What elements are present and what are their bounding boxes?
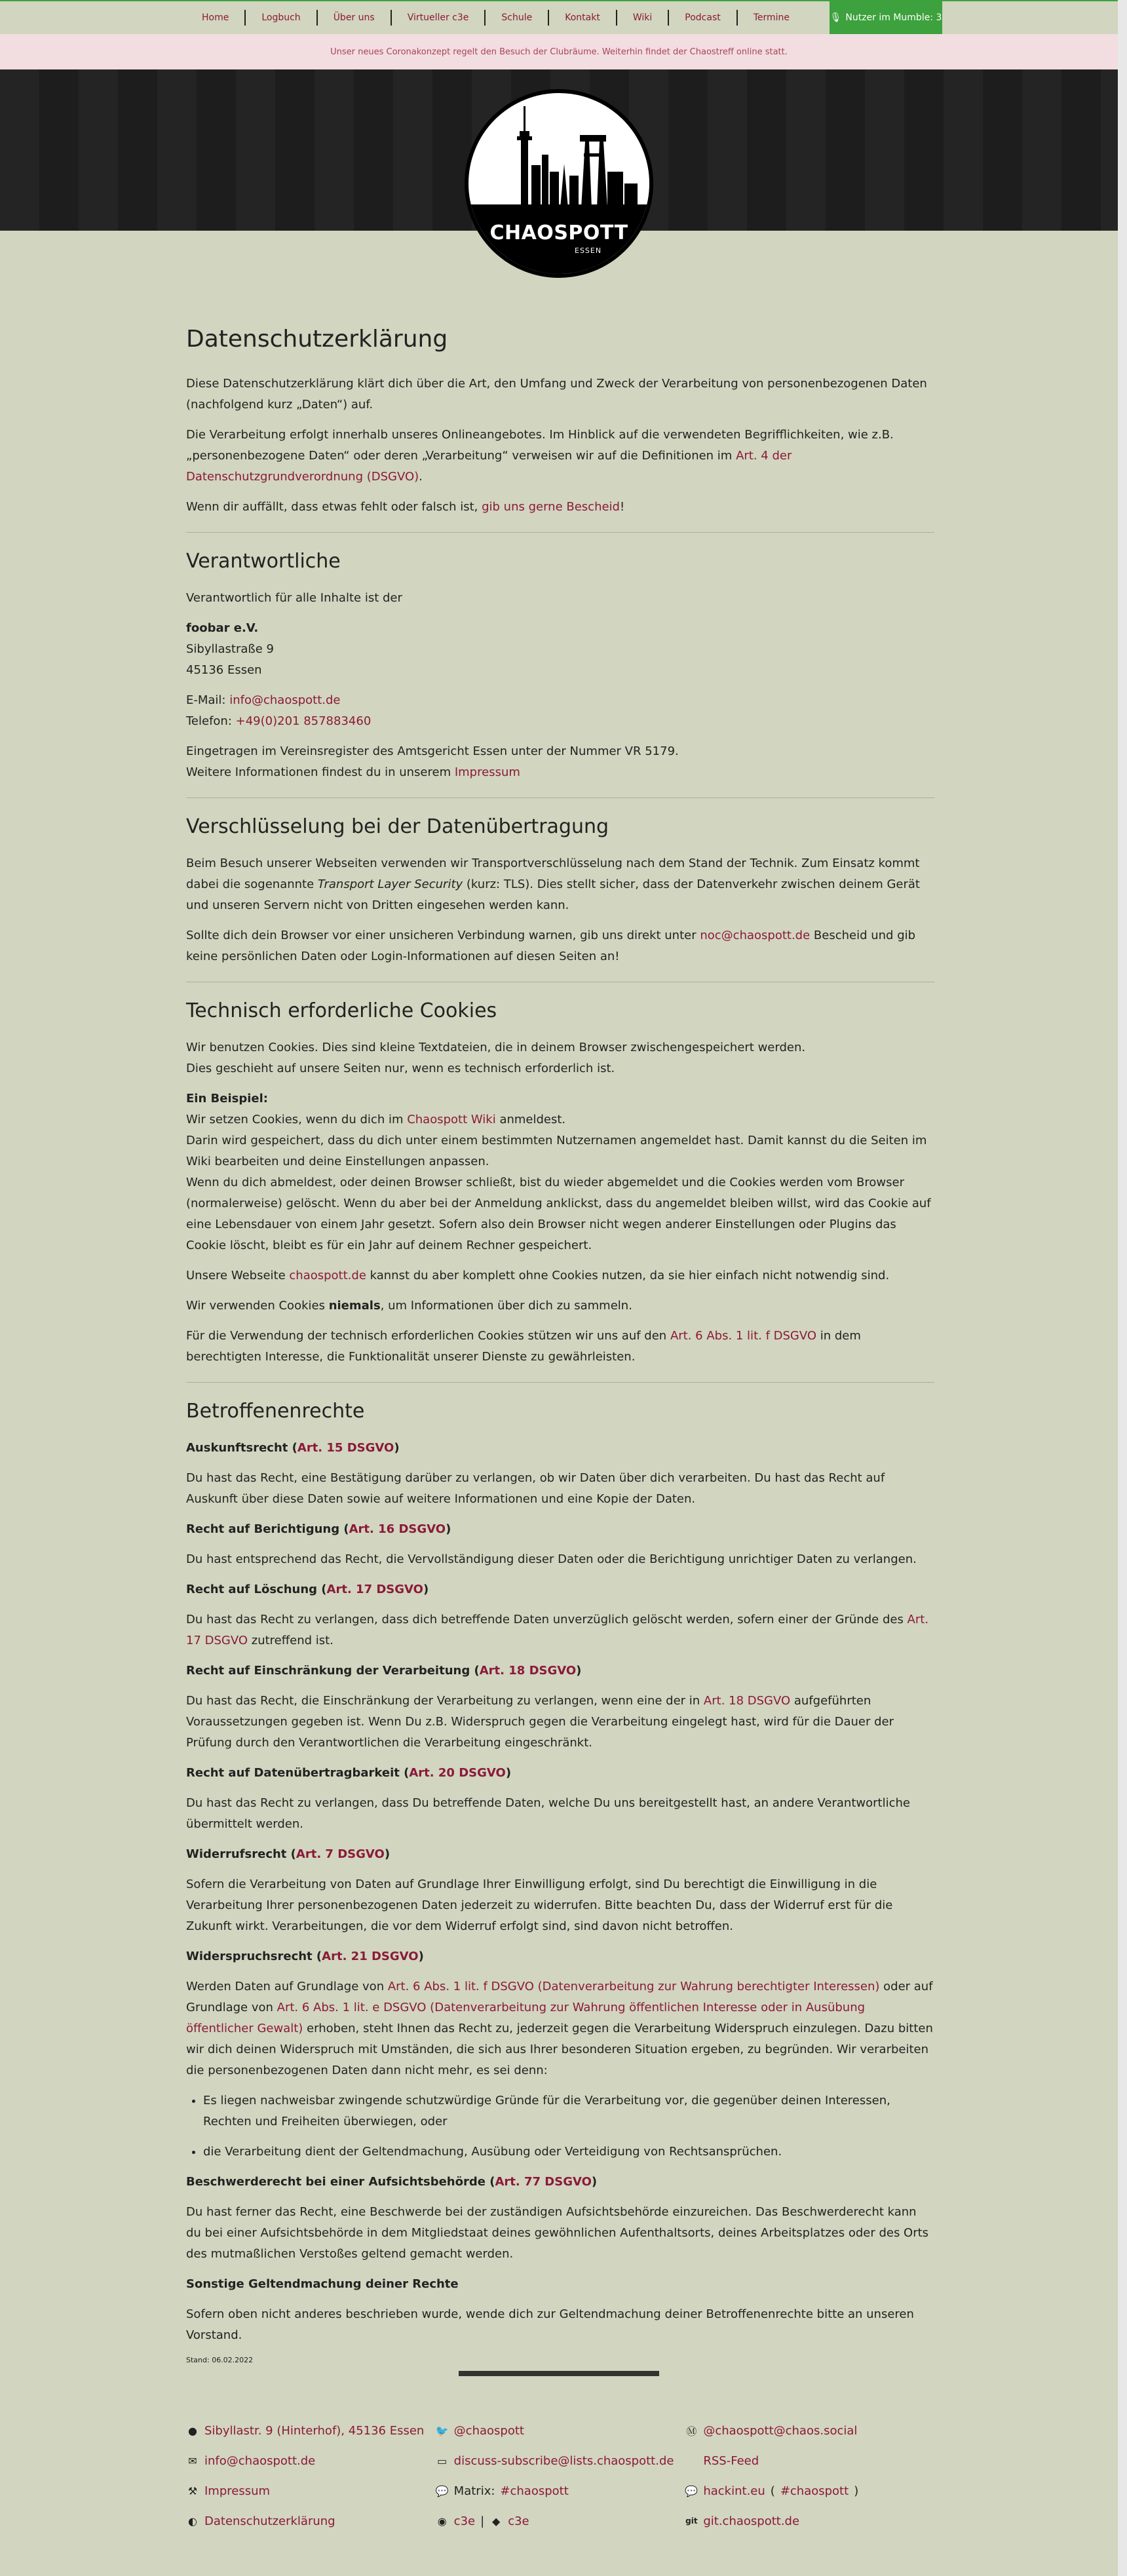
dsgvo-art15-link[interactable]: Art. 15 DSGVO [297, 1441, 394, 1455]
nav-virtueller-c3e[interactable]: Virtueller c3e [407, 12, 469, 23]
envelope-icon: ✉ [188, 2454, 197, 2467]
responsible-line: Verantwortlich für alle Inhalte ist der [186, 591, 402, 605]
page-title: Datenschutzerklärung [186, 326, 448, 353]
github-icon: ◉ [437, 2514, 447, 2528]
dsgvo-art18-link[interactable]: Art. 18 DSGVO [479, 1664, 577, 1678]
cookies-intro: Wir benutzen Cookies. Dies sind kleine Textdateien, die in deinem Browser zwischengespeichert werden. Dies geschieht auf unsere Seiten nur, wenn es technisch erforderlich ist. [186, 1041, 806, 1075]
right-text: Du hast das Recht, eine Bestätigung darüber zu verlangen, ob wir Daten über dich verarbeiten. Du hast das Recht auf Auskunft über diese Daten sowie auf weitere Informationen und eine Kopie der Daten. [186, 1471, 885, 1506]
corona-notice[interactable] [0, 34, 1118, 69]
cookies-legal-basis: Für die Verwendung der technisch erforderlichen Cookies stützen wir uns auf den Art. 6 Abs. 1 lit. f DSGVO in dem berechtigten Interesse, die Funktionalität unserer Dienste zu gewährleisten. [186, 1329, 861, 1364]
impressum-link[interactable]: Impressum [454, 765, 520, 779]
map-marker-icon: ● [188, 2424, 197, 2437]
right-title: Widerspruchsrecht (Art. 21 DSGVO) [186, 1950, 424, 1963]
section-heading-cookies: Technisch erforderliche Cookies [186, 999, 497, 1022]
right-title: Recht auf Datenübertragbarkeit (Art. 20 DSGVO) [186, 1766, 512, 1780]
shield-icon: ◐ [188, 2514, 197, 2528]
footer-matrix-link[interactable]: #chaospott [500, 2484, 569, 2498]
nav-termine[interactable]: Termine [753, 12, 790, 23]
cookies-no-cookies: Unsere Webseite chaospott.de kannst du aber komplett ohne Cookies nutzen, da sie hier einfach nicht notwendig sind. [186, 1269, 890, 1282]
responsible-contact: E-Mail: info@chaospott.de Telefon: +49(0)201 857883460 [186, 693, 372, 728]
footer-column-contact [186, 2415, 436, 2536]
intro-paragraph-3: Wenn dir auffällt, dass etwas fehlt oder falsch ist, gib uns gerne Bescheid! [186, 500, 625, 514]
git-icon: git [685, 2516, 698, 2526]
wiki-link[interactable]: Chaospott Wiki [407, 1113, 496, 1126]
dsgvo-art21-link[interactable]: Art. 21 DSGVO [322, 1950, 419, 1963]
right-title: Sonstige Geltendmachung deiner Rechte [186, 2277, 459, 2291]
twitter-icon: 🐦 [435, 2424, 449, 2437]
main-content [186, 324, 934, 2375]
encryption-warning: Sollte dich dein Browser vor einer unsicheren Verbindung warnen, gib uns direkt unter noc@chaospott.de Bescheid und gib keine persönlichen Daten oder Login-Informationen auf diesen Seiten an! [186, 929, 916, 963]
logo-title: CHAOSPOTT [489, 221, 628, 244]
logo-subtitle: ESSEN [575, 246, 602, 255]
section-heading-rights: Betroffenenrechte [186, 1400, 365, 1423]
mastodon-icon: Ⓜ [686, 2425, 697, 2438]
dsgvo-art7-link[interactable]: Art. 7 DSGVO [296, 1847, 385, 1861]
right-title: Widerrufsrecht (Art. 7 DSGVO) [186, 1847, 391, 1861]
chaospott-logo[interactable] [465, 89, 653, 278]
right-title: Beschwerderecht bei einer Aufsichtsbehörde (Art. 77 DSGVO) [186, 2175, 598, 2189]
phone-link[interactable]: +49(0)201 857883460 [235, 714, 372, 728]
city: 45136 Essen [186, 663, 262, 677]
footer-gitlab-link[interactable]: c3e [508, 2514, 529, 2528]
objection-list [186, 2090, 934, 2163]
dsgvo-art17-inline-link[interactable]: Art. 17 DSGVO [186, 1613, 929, 1647]
scrollbar[interactable] [1118, 0, 1127, 2576]
dsgvo-art18-inline-link[interactable]: Art. 18 DSGVO [703, 1694, 791, 1708]
right-text: Sofern die Verarbeitung von Daten auf Grundlage Ihrer Einwilligung erfolgt, sind Du berechtigt die Einwilligung in die Verarbeitung Ihrer personenbezogenen Daten jederzeit zu widerrufen. Bitte beachten Du, dass der Widerruf erst für die Zukunft wirkt. Verarbeitungen, die vor dem Widerruf erfolgt sind, sind davon nicht betroffen. [186, 1877, 893, 1933]
nav-kontakt[interactable]: Kontakt [565, 12, 600, 23]
right-text: Du hast das Recht zu verlangen, dass Du betreffende Daten, welche Du uns bereitgestellt hast, an andere Verantwortliche übermittelt werden. [186, 1796, 910, 1831]
skyline-icon [468, 93, 649, 208]
list-item: • die Verarbeitung dient der Geltendmachung, Ausübung oder Verteidigung von Rechtsansprüchen. [203, 2142, 934, 2163]
divider [186, 1382, 934, 1383]
nav-logbuch[interactable]: Logbuch [261, 12, 301, 23]
gitlab-icon: ◆ [492, 2514, 501, 2528]
intro-paragraph-2: Die Verarbeitung erfolgt innerhalb unseres Onlineangebotes. Im Hinblick auf die verwendeten Begrifflichkeiten, wie z.B. „personenbezogene Daten“ oder deren „Verarbeitung“ verweisen wir auf die Definitionen im Art. 4 der Datenschutzgrundverordnung (DSGVO). [186, 428, 894, 484]
footer-mastodon-link[interactable]: @chaospott@chaos.social [703, 2423, 858, 2438]
email-link[interactable]: info@chaospott.de [229, 693, 341, 707]
microphone-icon: 🎙 [830, 12, 842, 23]
list-item: • Es liegen nachweisbar zwingende schutzwürdige Gründe für die Verarbeitung vor, die gegenüber deinen Interessen, Rechten und Freiheiten überwiegen, oder [203, 2090, 934, 2132]
footer-github-link[interactable]: c3e [453, 2514, 476, 2528]
footer-hackint-channel-link[interactable]: #chaospott [780, 2484, 849, 2498]
org-name: foobar e.V. [186, 621, 259, 635]
footer-email-link[interactable]: info@chaospott.de [204, 2453, 316, 2468]
nav-wiki[interactable]: Wiki [632, 12, 653, 23]
chaospott-link[interactable]: chaospott.de [289, 1269, 366, 1282]
right-title: Recht auf Einschränkung der Verarbeitung (Art. 18 DSGVO) [186, 1664, 582, 1678]
right-text: Werden Daten auf Grundlage von Art. 6 Abs. 1 lit. f DSGVO (Datenverarbeitung zur Wahrung berechtigter Interessen) oder auf Grundlage von Art. 6 Abs. 1 lit. e DSGVO (Datenverarbeitung zur Wahrung öffentlichen Interesse oder in Ausübung öffentlicher Gewalt) erhoben, steht Ihnen das Recht zu, jederzeit gegen die Verarbeitung Widerspruch einzulegen. Dazu bitten wir dich deinen Widerspruch mit Umständen, die sich aus Ihrer besonderen Situation ergeben, zu begründen. Wir verarbeiten die personenbezogenen Daten dann nicht mehr, es sei denn: [186, 1980, 933, 2077]
footer-impressum-link[interactable]: Impressum [204, 2484, 271, 2498]
noc-email-link[interactable]: noc@chaospott.de [700, 929, 811, 942]
nav-podcast[interactable]: Podcast [685, 12, 721, 23]
right-text: Sofern oben nicht anderes beschrieben wurde, wende dich zur Geltendmachung deiner Betroffenenrechte bitte an unseren Vorstand. [186, 2307, 914, 2342]
footer-column-more: Ⓜ @chaospott@chaos.social RSS-Feed 💬 hackint.eu ( #chaospott ) git git.chaospott.de [685, 2423, 859, 2528]
footer-divider [459, 2371, 659, 2376]
matrix-label: Matrix: [453, 2484, 495, 2498]
nav-home[interactable]: Home [202, 12, 229, 23]
inbox-icon: ▭ [437, 2454, 448, 2467]
right-title: Recht auf Berichtigung (Art. 16 DSGVO) [186, 1522, 451, 1536]
dsgvo-art17-link[interactable]: Art. 17 DSGVO [326, 1583, 423, 1596]
dsgvo-art6f-link[interactable]: Art. 6 Abs. 1 lit. f DSGVO (Datenverarbeitung zur Wahrung berechtigter Interessen) [387, 1980, 880, 1993]
dsgvo-art4-link[interactable]: Art. 4 der Datenschutzgrundverordnung (DSGVO) [186, 449, 792, 484]
section-heading-responsible: Verantwortliche [186, 550, 341, 573]
footer-privacy-link[interactable]: Datenschutzerklärung [204, 2514, 335, 2528]
comments-icon: 💬 [435, 2484, 449, 2497]
right-text: Du hast das Recht zu verlangen, dass dich betreffende Daten unverzüglich gelöscht werden, sofern einer der Gründe des Art. 17 DSGVO zutreffend ist. [186, 1613, 929, 1647]
dsgvo-art16-link[interactable]: Art. 16 DSGVO [349, 1522, 446, 1536]
footer-twitter-link[interactable]: @chaospott [453, 2423, 524, 2438]
dsgvo-art77-link[interactable]: Art. 77 DSGVO [495, 2175, 592, 2189]
encryption-paragraph: Beim Besuch unserer Webseiten verwenden wir Transportverschlüsselung nach dem Stand der Technik. Zum Einsatz kommt dabei die sogenannte Transport Layer Security (kurz: TLS). Dies stellt sicher, dass der Datenverkehr zwischen deinem Gerät und unseren Servern nicht von Dritten eingesehen werden kann. [186, 856, 920, 912]
separator: | [480, 2514, 485, 2528]
top-navigation [0, 0, 1118, 34]
responsible-address [186, 618, 934, 681]
right-title: Recht auf Löschung (Art. 17 DSGVO) [186, 1583, 429, 1596]
footer [186, 2415, 934, 2536]
mumble-users-label: Nutzer im Mumble: 3 [845, 12, 942, 23]
footer-git-link[interactable]: git.chaospott.de [703, 2514, 800, 2528]
last-updated: Stand: 06.02.2022 [186, 2356, 254, 2364]
footer-mailinglist-link[interactable]: discuss-subscribe@lists.chaospott.de [453, 2453, 674, 2468]
section-heading-encryption: Verschlüsselung bei der Datenübertragung [186, 815, 609, 838]
footer-column-social [436, 2415, 685, 2536]
notice-text: Unser neues Coronakonzept regelt den Besuch der Clubräume. Weiterhin findet der Chaostreff online statt. [330, 47, 788, 57]
footer-hackint-link[interactable]: hackint.eu [703, 2484, 765, 2498]
feedback-link[interactable]: gib uns gerne Bescheid [482, 500, 620, 514]
dsgvo-art20-link[interactable]: Art. 20 DSGVO [409, 1766, 506, 1780]
nav-schule[interactable]: Schule [501, 12, 533, 23]
street: Sibyllastraße 9 [186, 642, 274, 656]
right-text: Du hast entsprechend das Recht, die Vervollständigung dieser Daten oder die Berichtigung unrichtiger Daten zu verlangen. [186, 1552, 917, 1566]
nav-ueber-uns[interactable]: Über uns [333, 12, 375, 23]
mumble-users-button[interactable] [830, 1, 942, 34]
cookies-never: Wir verwenden Cookies niemals, um Informationen über dich zu sammeln. [186, 1299, 632, 1313]
register-info: Eingetragen im Vereinsregister des Amtsgericht Essen unter der Nummer VR 5179. Weitere Informationen findest du in unserem Impressum [186, 744, 679, 779]
dsgvo-art6-link[interactable]: Art. 6 Abs. 1 lit. f DSGVO [670, 1329, 817, 1343]
gavel-icon: ⚒ [187, 2484, 198, 2497]
right-text: Du hast das Recht, die Einschränkung der Verarbeitung zu verlangen, wenn eine der in Art. 18 DSGVO aufgeführten Voraussetzungen gegeben ist. Wenn Du z.B. Widerspruch gegen die Verarbeitung eingelegt hast, wird für die Dauer der Prüfung durch den Verantwortlichen die Verarbeitung eingeschränkt. [186, 1694, 894, 1750]
right-title: Auskunftsrecht (Art. 15 DSGVO) [186, 1441, 400, 1455]
footer-address-link[interactable]: Sibyllastr. 9 (Hinterhof), 45136 Essen [204, 2423, 425, 2438]
right-text: Du hast ferner das Recht, eine Beschwerde bei der zuständigen Aufsichtsbehörde einzureichen. Das Beschwerderecht kann du bei einer Aufsichtsbehörde in dem Mitgliedstaat deines gewöhnlichen Aufenthaltsorts, deines Arbeitsplatzes oder des Orts des mutmaßlichen Verstoßes geltend gemacht werden. [186, 2205, 929, 2261]
footer-rss-link[interactable]: RSS-Feed [703, 2453, 759, 2468]
dsgvo-art6e-link[interactable]: Art. 6 Abs. 1 lit. e DSGVO (Datenverarbeitung zur Wahrung öffentlichen Interesse oder in Ausübung öffentlicher Gewalt) [186, 2001, 866, 2035]
comments-icon: 💬 [685, 2484, 698, 2497]
divider [186, 532, 934, 533]
cookies-example: Ein Beispiel: Wir setzen Cookies, wenn du dich im Chaospott Wiki anmeldest. Darin wird gespeichert, dass du dich unter einem bestimmten Nutzernamen angemeldet hast. Damit kannst du die Seiten im Wiki bearbeiten und deine Einstellungen anpassen. Wenn du dich abmeldest, oder deinen Browser schließt, bist du wieder abgemeldet und die Cookies werden vom Browser (normalerweise) gelöscht. Wenn du aber bei der Anmeldung anklickst, dass du angemeldet bleiben willst, wird das Cookie auf eine Lebensdauer von einem Jahr gesetzt. Sofern also dein Browser nicht wegen anderer Einstellungen oder Plugins das Cookie löscht, bleibt es für ein Jahr auf deinem Rechner gespeichert. [186, 1092, 931, 1252]
intro-paragraph: Diese Datenschutzerklärung klärt dich über die Art, den Umfang und Zweck der Verarbeitung von personenbezogenen Daten (nachfolgend kurz „Daten“) auf. [186, 377, 927, 412]
